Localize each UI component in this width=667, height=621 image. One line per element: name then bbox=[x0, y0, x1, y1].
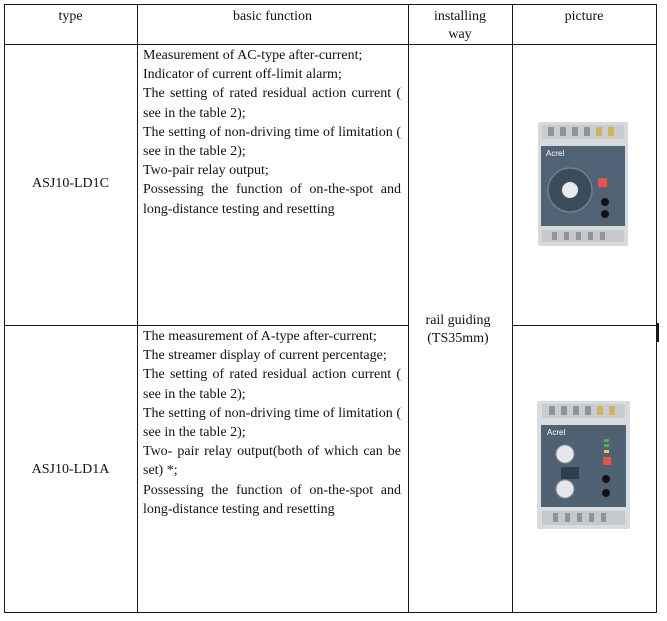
column-divider-type bbox=[137, 4, 138, 613]
brand-logo: Acrel bbox=[546, 149, 565, 158]
function-item: Possessing the function of on-the-spot and long-distance testing and resetting bbox=[143, 182, 401, 217]
function-item: Possessing the function of on-the-spot and long-distance testing and resetting bbox=[143, 482, 401, 517]
row-divider-left bbox=[4, 325, 408, 326]
installing-way-line2: (TS35mm) bbox=[427, 331, 489, 346]
product-picture-ld1a bbox=[537, 401, 630, 529]
function-item: The setting of non-driving time of limitation ( see in the table 2); bbox=[143, 405, 401, 441]
header-divider bbox=[4, 44, 656, 45]
cursor-mark bbox=[657, 323, 659, 342]
function-item: Two- pair relay output(both of which can be set) *; bbox=[143, 444, 401, 479]
installing-way-line1: rail guiding bbox=[425, 313, 491, 328]
function-list-row2 bbox=[143, 327, 401, 519]
table-border-right bbox=[656, 4, 657, 613]
header-type: type bbox=[58, 9, 83, 24]
function-item: The streamer display of current percentage; bbox=[143, 348, 387, 364]
type-cell-row2: ASJ10-LD1A bbox=[31, 462, 110, 477]
function-item: Measurement of AC-type after-current; bbox=[143, 48, 363, 63]
header-installing-way bbox=[408, 8, 512, 44]
column-divider-function bbox=[408, 4, 409, 613]
function-item: The setting of rated residual action current ( see in the table 2); bbox=[143, 367, 401, 402]
header-picture: picture bbox=[564, 9, 604, 24]
table-border-bottom bbox=[4, 612, 656, 613]
function-item: The setting of non-driving time of limitation ( see in the table 2); bbox=[143, 124, 401, 160]
column-divider-installing bbox=[512, 4, 513, 613]
function-item: The measurement of A-type after-current; bbox=[143, 329, 377, 344]
row-divider-right bbox=[512, 325, 656, 326]
installing-way-cell bbox=[412, 312, 504, 348]
function-item: Indicator of current off-limit alarm; bbox=[143, 67, 342, 83]
brand-logo: Acrel bbox=[547, 428, 566, 437]
function-list-row1 bbox=[143, 46, 401, 219]
header-basic-function: basic function bbox=[233, 9, 312, 24]
table-border-top bbox=[4, 4, 656, 5]
function-item: Two-pair relay output; bbox=[143, 163, 269, 179]
header-installing-line1: installing bbox=[433, 9, 487, 24]
table-border-left bbox=[4, 4, 5, 613]
product-picture-ld1c bbox=[538, 122, 628, 246]
function-item: The setting of rated residual action current ( see in the table 2); bbox=[143, 86, 401, 121]
type-cell-row1: ASJ10-LD1C bbox=[31, 176, 109, 191]
header-installing-line2: way bbox=[448, 27, 472, 42]
